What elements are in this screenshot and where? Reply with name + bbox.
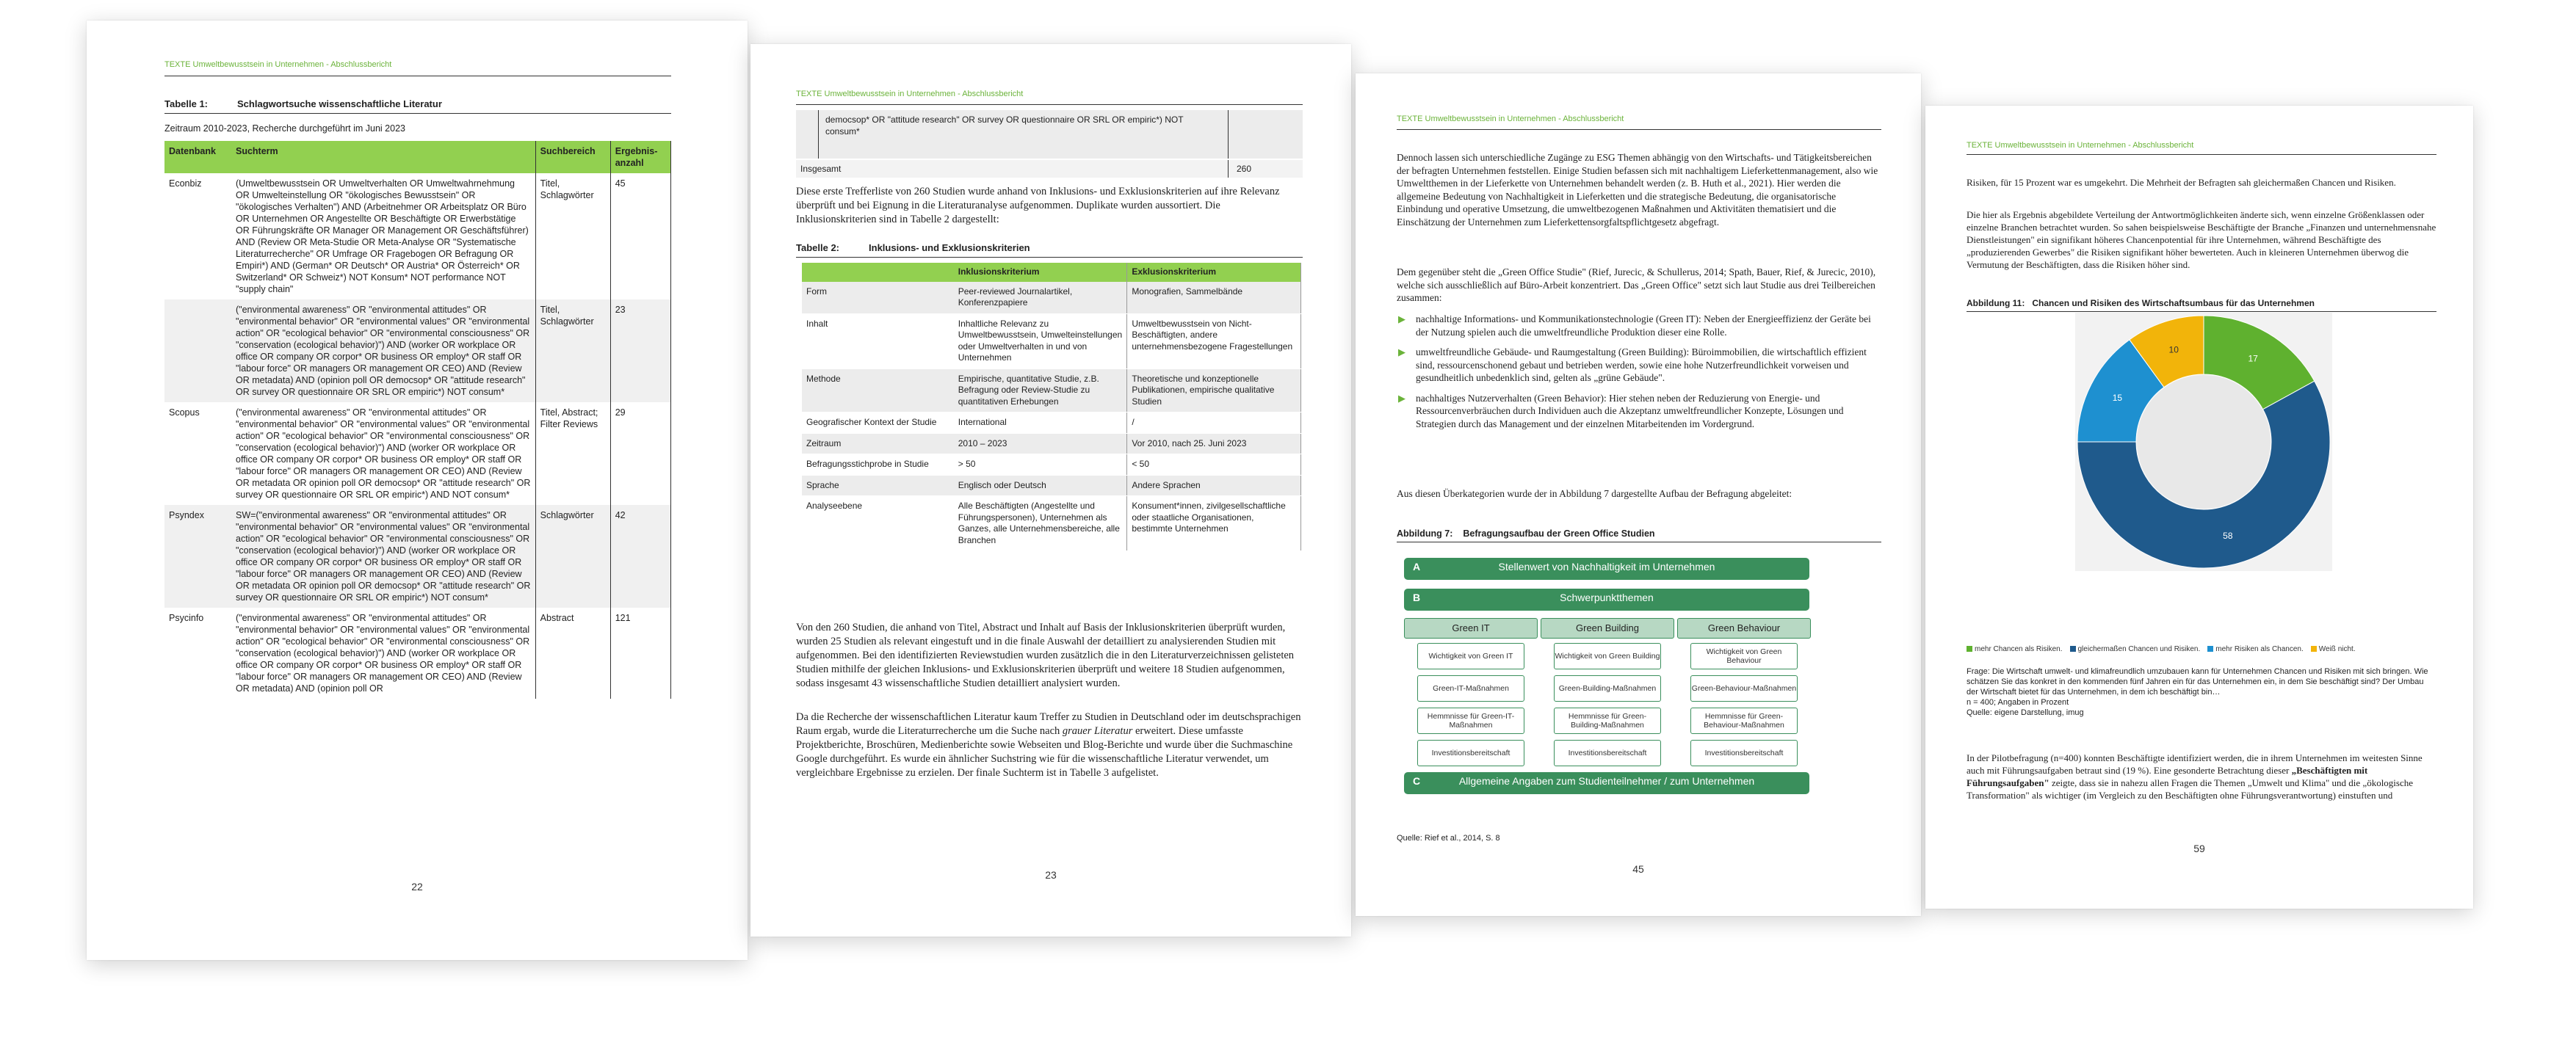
table-cell-area: Titel, Schlagwörter [535,173,610,299]
caption-title: Inklusions- und Exklusionskriterien [869,242,1030,253]
table-caption [796,242,1030,253]
table-cell-k: Methode [802,368,954,412]
table-cell-count: 42 [610,505,670,608]
diagram-item-box: Green-Behaviour-Maßnahmen [1690,675,1798,702]
table-cell-ex: Monografien, Sammelbände [1127,282,1301,314]
table-cell-db [164,299,231,402]
diagram-item-box: Hemmnisse für Green-Building-Maßnahmen [1554,708,1661,734]
table-cell-count: 29 [610,402,670,505]
table-row [164,173,671,299]
table-cell-term: SW=("environmental awareness" OR "environmental attitudes" OR "environmental behavior" OR "environmental values" OR "environmental action" OR "ecological behavior" OR "environmental consciousness" OR "conservation (ecological behavior)") AND (worker OR workplace OR office OR company OR corpor* OR business OR employ* OR staff OR "labour force" OR managers OR management OR CEO) AND (Review OR metadata OR opinion poll OR democsop* OR "attitude research" OR survey OR questionnaire OR SRL OR empiric*) NOT consum* [231,505,535,608]
caption-label: Abbildung 11: [1967,298,2025,308]
diagram-item-box: Wichtigkeit von Green Building [1554,643,1661,669]
table-cell-area: Abstract [535,608,610,699]
table-cell-k: Geografischer Kontext der Studie [802,412,954,434]
table-row [802,313,1301,368]
diagram-item-box: Wichtigkeit von Green Behaviour [1690,643,1798,669]
document-page-22 [87,21,748,960]
table-header-cell: Datenbank [164,141,231,173]
search-terms-table [164,141,671,699]
table-header-cell: Inklusionskriterium [954,263,1127,282]
caption-title: Befragungsaufbau der Green Office Studien [1463,528,1655,539]
caption-title: Chancen und Risiken des Wirtschaftsumbaus für das Unternehmen [2032,298,2315,308]
diagram-column-head: Green IT [1404,618,1538,639]
table-cell-db: Scopus [169,407,200,418]
table-header-cell: Suchbereich [535,141,610,173]
page-number: 23 [1045,869,1057,881]
page-number: 45 [1632,863,1644,875]
diagram-item-box: Investitionsbereitschaft [1554,740,1661,766]
table-row [802,282,1301,314]
figure-source: Quelle: Rief et al., 2014, S. 8 [1397,834,1500,843]
table-cont-cell: democsop* OR "attitude research" OR survey OR questionnaire OR SRL OR empiric*) NOT consum* [825,115,1184,137]
diagram-bar-c: C Allgemeine Angaben zum Studienteilnehmer / zum Unternehmen [1404,772,1809,794]
table-row [802,496,1301,551]
bullet-item [1397,313,1881,338]
legend-label: Weiß nicht. [2318,645,2356,653]
figure-note [1967,666,2436,718]
table-cell-term: ("environmental awareness" OR "environmental attitudes" OR "environmental behavior" OR "environmental values" OR "environmental action" OR "ecological behavior" OR "environmental consciousness" OR "conservation (ecological behavior)") AND (worker OR workplace OR office OR company OR corpor* OR business OR employ* OR staff OR "labour force" OR managers OR management OR CEO) AND (Review OR metadata) AND (opinion poll OR [231,608,535,699]
table-continuation [796,110,1303,159]
bullet-list [1397,313,1881,437]
table-header-cell: Ergebnis-anzahl [610,141,670,173]
table-cell-count: 23 [610,299,670,402]
document-page-45 [1356,73,1921,916]
bullet-item [1397,392,1881,431]
note-text: Frage: Die Wirtschaft umwelt- und klimafreundlich umzubauen kann für Unternehmen Chancen und Risiken mit sich bringen. Wie schätzen Sie das konkret in den kommenden fünf Jahren ein für das Unternehmen ein, in dem Sie beschäftigt sind? Der Umbau der Wirtschaft bietet für das Unternehmen, in dem ich beschäftigt bin… [1967,667,2428,697]
paragraph-1: Dennoch lassen sich unterschiedliche Zugänge zu ESG Themen abhängig von den Wirtschafts- und Tätigkeitsbereichen der befragten Unternehmen feststellen. Einige Studien befassen sich mit nachhaltigem Lieferkettenmanagement, also wie Umweltthemen in der Lieferkette von Unternehmen behandelt werden (z. B. Huth et al., 2021). Hier werden die allgemeine Bedeutung von Nachhaltigkeit in Lieferketten und die strategische Bedeutung, die organisatorische Einbindung und operative Umsetzung, die umweltbezogenen Maßnahmen und Aktivitäten thematisiert und die Einschätzung der Unternehmen zum Lieferkettensorgfaltspflichtgesetz abgefragt. [1397,152,1878,228]
table-cell-in: Empirische, quantitative Studie, z.B. Befragung oder Review-Studie zu quantitativen Erhebungen [954,368,1127,412]
legend-swatch [2311,646,2317,652]
document-page-23 [750,44,1351,937]
legend-label: mehr Risiken als Chancen. [2215,645,2304,653]
header-rule [796,104,1303,105]
header-rule [1397,129,1881,130]
table-row [164,505,671,608]
table-row [164,402,671,505]
paragraph-1: Diese erste Trefferliste von 260 Studien wurde anhand von Inklusions- und Exklusionskriterien auf ihre Relevanz überprüft und bei Eignung in die Literaturanalyse aufgenommen. Duplikate wurden aussortiert. Die Inklusionskriterien sind in Tabelle 2 dargestellt: [796,186,1280,225]
table-cell-ex: Andere Sprachen [1127,475,1301,496]
table-cell-db: Psyndex [164,505,231,608]
table-header-cell [802,263,954,282]
diagram-item-box: Green-Building-Maßnahmen [1554,675,1661,702]
bullet-item [1397,346,1881,385]
legend-swatch [1967,646,1972,652]
table-cell-ex: / [1127,412,1301,434]
table-cell-count: 45 [610,173,670,299]
legend-item [2207,645,2304,653]
table-cell-in: Alle Beschäftigten (Angestellte und Führungspersonen), Unternehmen als Ganzes, alle Unternehmensbereiche, alle Branchen [954,496,1127,551]
criteria-table [802,263,1301,551]
page-number: 59 [2193,843,2205,854]
table-cell-ex: Umweltbewusstsein von Nicht-Beschäftigten, andere unternehmensbezogene Fragestellungen [1127,313,1301,368]
paragraph-2: Dem gegenüber steht die „Green Office Studie" (Rief, Jurecic, & Schullerus, 2014; Spath, Bauer, Rief, & Jurecic, 2010), welche sich ausschließlich auf Büro-Arbeit konzentriert. Das „Green Office" setzt sich laut Studie aus drei Teilbereichen zusammen: [1397,266,1876,303]
arrow-bullet-icon: ▶ [1398,346,1405,357]
paragraph-3: Aus diesen Überkategorien wurde der in Abbildung 7 dargestellte Aufbau der Befragung abgeleitet: [1397,488,1792,499]
page-number: 22 [411,881,423,893]
diagram-item-box: Green-IT-Maßnahmen [1417,675,1524,702]
header-rule [1967,154,2436,155]
paragraph-1: Risiken, für 15 Prozent war es umgekehrt. Die Mehrheit der Befragten sah gleichermaßen Chancen und Risiken. [1967,177,2396,188]
caption-label: Abbildung 7: [1397,528,1453,539]
table-cell-ex: < 50 [1127,454,1301,476]
table-cell-term: ("environmental awareness" OR "environmental attitudes" OR "environmental behavior" OR "environmental values" OR "environmental action" OR "ecological behavior" OR "environmental consciousness" OR "conservation (ecological behavior)") AND (worker OR workplace OR office OR company OR corpor* OR business OR employ* OR staff OR "labour force" OR managers OR management OR CEO) AND (Review OR metadata OR opinion poll OR democsop* OR "attitude research" OR survey OR questionnaire OR SRL OR empiric*) AND NOT consum* [231,402,535,505]
bullet-text: nachhaltige Informations- und Kommunikationstechnologie (Green IT): Neben der Energieeffizienz der Geräte bei der Nutzung spielen auch die umweltfreundliche Produktion dieser eine Rolle. [1416,313,1871,338]
legend-item [2311,645,2356,653]
figure-caption [1967,298,2315,308]
legend-swatch [2070,646,2076,652]
paragraph-3: In der Pilotbefragung (n=400) konnten Beschäftigte identifiziert werden, die in ihrem Unternehmen im weitesten Sinne auch mit Führungsaufgaben betraut sind (19 %). Eine gesonderte Betrachtung dieser „Beschäftigten mit Führungsaufgaben" zeigte, dass sie in nahezu allen Fragen die Themen „Umwelt und Klima" und die „ökologische Transformation" als wichtiger (im Vergleich zu den Beschäftigten ohne Führungsverantwortung) einstuften und [1967,752,2423,801]
caption-rule [796,257,1303,258]
figure-caption [1397,528,1655,539]
table-cell-ex: Konsument*innen, zivilgesellschaftliche oder staatliche Organisationen, bestimmte Unternehmen [1127,496,1301,551]
caption-label: Tabelle 1: [164,98,209,109]
table-cell-in: International [954,412,1127,434]
diagram-item-box: Wichtigkeit von Green IT [1417,643,1524,669]
legend-item [2070,645,2201,653]
donut-slice-label: 10 [2168,344,2179,355]
diagram-bar-b: B Schwerpunktthemen [1404,589,1809,611]
diagram-bar-a: A Stellenwert von Nachhaltigkeit im Unternehmen [1404,558,1809,580]
total-value: 260 [1237,164,1252,174]
table-row [802,412,1301,434]
running-header: TEXTE Umweltbewusstsein in Unternehmen - Abschlussbericht [1967,141,2194,150]
legend-label: mehr Chancen als Risiken. [1975,645,2063,653]
chart-area [2075,313,2332,571]
donut-slice-label: 15 [2112,393,2123,404]
table-cell-db: Econbiz [169,178,202,189]
arrow-bullet-icon: ▶ [1398,313,1405,324]
table-cell-in: Inhaltliche Relevanz zu Umweltbewusstsein, Umwelteinstellungen oder Umweltverhalten in und von Unternehmen [954,313,1127,368]
diagram-item-box: Investitionsbereitschaft [1417,740,1524,766]
table-row [802,454,1301,476]
total-label: Insgesamt [800,164,842,174]
document-page-59 [1925,106,2473,909]
table-cell-k: Befragungsstichprobe in Studie [802,454,954,476]
caption-title: Schlagwortsuche wissenschaftliche Literatur [237,98,442,109]
table-cell-area: Titel, Schlagwörter [535,299,610,402]
caption-label: Tabelle 2: [796,242,840,253]
table-cell-in: > 50 [954,454,1127,476]
arrow-bullet-icon: ▶ [1398,392,1405,404]
table-cell-ex: Theoretische und konzeptionelle Publikationen, empirische qualitative Studien [1127,368,1301,412]
note-n: n = 400; Angaben in Prozent [1967,698,2069,707]
donut-hole [2137,375,2271,509]
table-cell-in: Englisch oder Deutsch [954,475,1127,496]
chart-legend [1967,642,2436,655]
paragraph-3: Da die Recherche der wissenschaftlichen Literatur kaum Treffer zu Studien in Deutschland oder im deutschsprachigen Raum ergab, wurde die Literaturrecherche um die Suche nach grauer Literatur erweitert. Diese umfasste Projektberichte, Broschüren, Medienberichte sowie Webseiten und Blog-Berichte und wurde über die Suchmaschine Google durchgeführt. Es wurde ein ähnlicher Suchstring wie für die wissenschaftliche Literatur verwendet, um vergleichbare Ergebnisse zu erzielen. Der finale Suchterm ist in Tabelle 3 aufgelistet. [796,711,1301,779]
table-cell-k: Inhalt [802,313,954,368]
diagram-item-box: Hemmnisse für Green-Behaviour-Maßnahmen [1690,708,1798,734]
table-cell-area: Schlagwörter [535,505,610,608]
table-cell-term: ("environmental awareness" OR "environmental attitudes" OR "environmental behavior" OR "environmental values" OR "environmental action" OR "ecological behavior" OR "environmental consciousness" OR "conservation (ecological behavior)") AND (worker OR workplace OR office OR company OR corpor* OR business OR employ* OR staff OR "labour force" OR managers OR management OR CEO) AND (Review OR metadata) AND (opinion poll OR democsop* OR "attitude research" OR survey OR questionnaire OR SRL OR empiric*) NOT consum* [231,299,535,402]
running-header: TEXTE Umweltbewusstsein in Unternehmen - Abschlussbericht [164,60,392,69]
figure-source: Quelle: eigene Darstellung, imug [1967,708,2084,717]
table-cell-ex: Vor 2010, nach 25. Juni 2023 [1127,433,1301,454]
table-cell-k: Form [802,282,954,314]
legend-swatch [2207,646,2213,652]
diagram-item-box: Investitionsbereitschaft [1690,740,1798,766]
table-row [802,475,1301,496]
donut-slice-label: 17 [2248,353,2258,364]
paragraph-2: Von den 260 Studien, die anhand von Titel, Abstract und Inhalt auf Basis der Inklusionskriterien überprüft wurden, wurden 25 Studien als relevant eingestuft und in die finale Auswahl der detailliert zu analysierenden Studien mit aufgenommen. Bei den identifizierten Reviewstudien wurden zusätzlich die in den Literaturverzeichnissen gelisteten Studien mithilfe der gleichen Inklusions- und Exklusionskriterien überprüft und weitere 18 Studien aufgenommen, sodass insgesamt 43 wissenschaftliche Studien detailliert analysiert wurden. [796,622,1295,689]
diagram-column-head: Green Building [1541,618,1674,639]
running-header: TEXTE Umweltbewusstsein in Unternehmen - Abschlussbericht [796,90,1024,98]
caption-rule [164,113,671,114]
table-cell-k: Sprache [802,475,954,496]
table-cell-k: Zeitraum [802,433,954,454]
donut-slice-label: 58 [2223,530,2233,541]
legend-item [1967,645,2063,653]
table-cell-in: Peer-reviewed Journalartikel, Konferenzpapiere [954,282,1127,314]
donut-chart [2075,313,2332,571]
table-header-cell: Suchterm [231,141,535,173]
diagram-column-head: Green Behaviour [1677,618,1811,639]
table-cell-k: Analyseebene [802,496,954,551]
table-cell-area: Titel, Abstract; Filter Reviews [535,402,610,505]
caption-rule [1967,311,2436,312]
table-header-cell: Exklusionskriterium [1127,263,1301,282]
running-header: TEXTE Umweltbewusstsein in Unternehmen - Abschlussbericht [1397,115,1624,123]
table-row [802,368,1301,412]
table-cell-db: Psycinfo [169,613,204,623]
diagram-item-box: Hemmnisse für Green-IT-Maßnahmen [1417,708,1524,734]
table-row [164,608,671,699]
table-cell-in: 2010 – 2023 [954,433,1127,454]
bullet-text: umweltfreundliche Gebäude- und Raumgestaltung (Green Building): Büroimmobilien, die wirtschaftlich effizient sind, ressourcenschonend gebaut und betrieben werden, sowie eine hohe Nutzerfreundlichkeit vorweisen und gesundheitlich unbedenklich sind, gelten als „grüne Gebäude". [1416,346,1867,383]
table-row [164,299,671,402]
table-cell-term: (Umweltbewusstsein OR Umweltverhalten OR Umweltwahrnehmung OR Umwelteinstellung OR "ökologisches Bewusstsein" OR "ökologisches Verhalten") AND (Arbeitnehmer OR Arbeitsplatz OR Büro OR Unternehmen OR Angestellte OR Beschäftigte OR Erwerbstätige OR Führungskräfte OR Manager OR Management OR Geschäftsführer) AND (Review OR Meta-Studie OR Meta-Analyse OR "Systematische Literaturrecherche" OR Umfrage OR Fragebogen OR Befragung OR Empiri*) AND (German* OR Deutsch* OR Austria* OR Österreich* OR Switzerland* OR Schweiz*) NOT Konsum* NOT performance NOT "supply chain" [231,173,535,299]
table-cell-count: 121 [610,608,670,699]
legend-label: gleichermaßen Chancen und Risiken. [2077,645,2201,653]
table-caption [164,98,442,109]
table-total-row [796,160,1303,178]
table-row [802,433,1301,454]
table-subtitle: Zeitraum 2010-2023, Recherche durchgeführt im Juni 2023 [164,123,405,134]
paragraph-2: Die hier als Ergebnis abgebildete Verteilung der Antwortmöglichkeiten änderte sich, wenn einzelne Größenklassen oder einzelne Branchen betrachtet wurden. So sahen beispielsweise Beschäftigte der Branche „Finanzen und unternehmensnahe Dienstleistungen" ein signifikant höheres Chancenpotential für ihre Unternehmen, während Beschäftigte des „produzierenden Gewerbes" die Risiken signifikant höher bewerteten. Auch in kleineren Unternehmen überwog die Vermutung der Beschäftigten, dass die Risiken höher sind. [1967,209,2436,270]
bullet-text: nachhaltiges Nutzerverhalten (Green Behavior): Hier stehen neben der Reduzierung von Energie- und Ressourcenverbräuchen durch Individuen auch die Akzeptanz umweltfreundlicher Konzepte, Lösungen und Strategien durch das Management und der einzelnen Mitarbeitenden im Vordergrund. [1416,392,1844,429]
